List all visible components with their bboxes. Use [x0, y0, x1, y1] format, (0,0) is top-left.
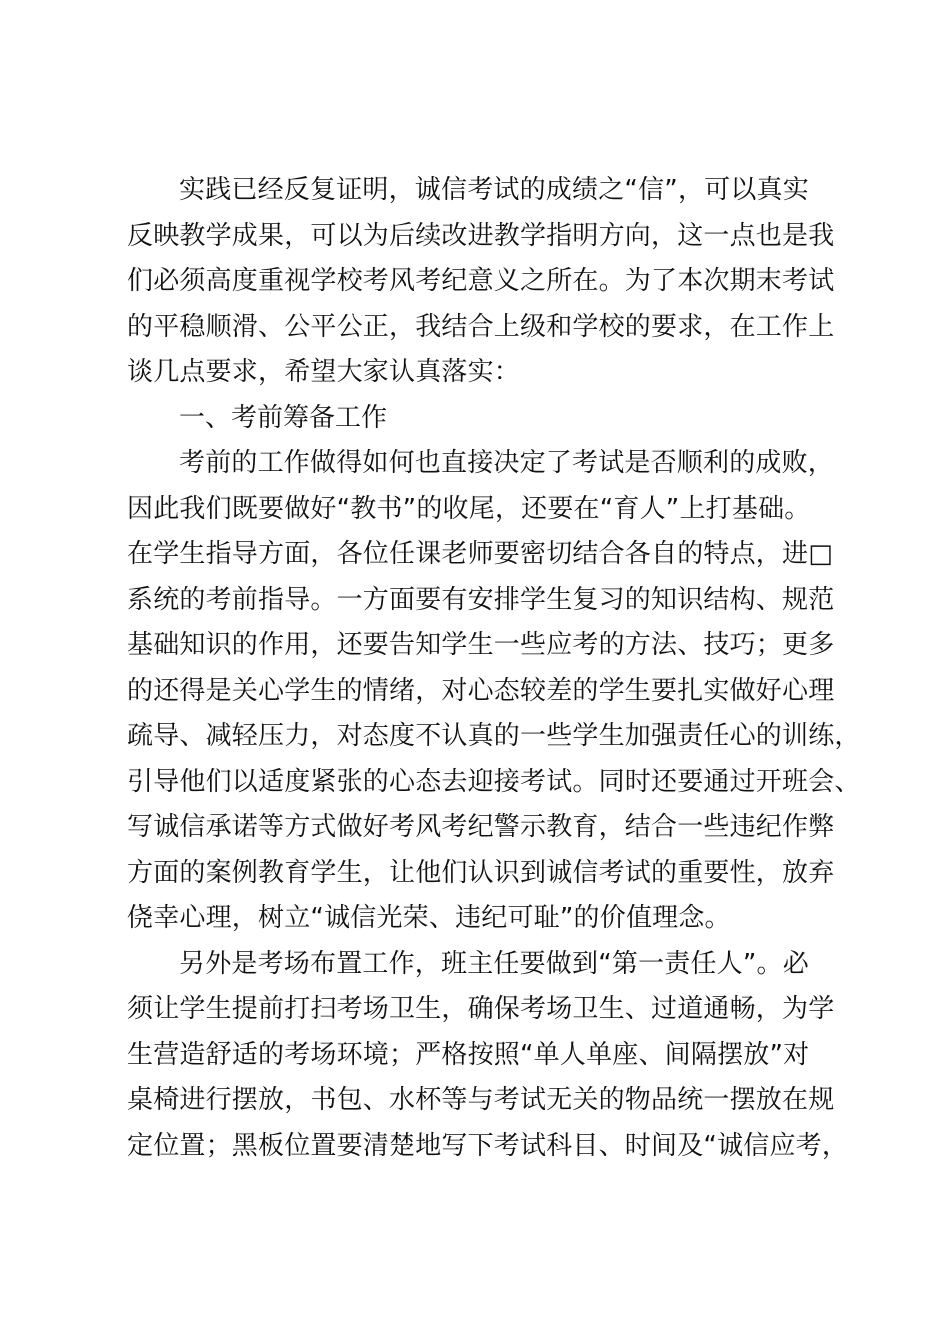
text-line: 反映教学成果，可以为后续改进教学指明方向，这一点也是我: [127, 220, 835, 251]
text-line: 方面的案例教育学生，让他们认识到诚信考试的重要性，放弃: [127, 857, 835, 888]
paragraph-preparation: [127, 441, 861, 942]
document-body: [127, 168, 861, 1169]
text-line: 桌椅进行摆放，书包、水杯等与考试无关的物品统一摆放在规: [127, 1085, 835, 1115]
text-line: 写诚信承诺等方式做好考风考纪警示教育，结合一些违纪作弊: [127, 812, 835, 842]
section-heading: 一、考前筹备工作: [179, 402, 388, 433]
text-line: 的平稳顺滑、公平公正，我结合上级和学校的要求，在工作上: [127, 311, 835, 342]
text-line: 须让学生提前打扫考场卫生，确保考场卫生、过道通畅，为学: [127, 994, 835, 1024]
text-line: 基础知识的作用，还要告知学生一些应考的方法、技巧；更多: [127, 630, 835, 660]
text-line: 引导他们以适度紧张的心态去迎接考试。同时还要通过开班会、: [127, 766, 861, 797]
text-line: 的还得是关心学生的情绪，对心态较差的学生要扎实做好心理: [127, 675, 835, 706]
text-line: 实践已经反复证明，诚信考试的成绩之“信”，可以真实: [179, 175, 809, 205]
text-line: 疏导、减轻压力，对态度不认真的一些学生加强责任心的训练，: [127, 721, 861, 751]
text-line: 们必须高度重视学校考风考纪意义之所在。为了本次期末考试: [127, 266, 835, 296]
text-line: 侥幸心理，树立“诚信光荣、违纪可耻”的价值理念。: [127, 903, 731, 933]
paragraph-intro: [127, 168, 833, 396]
text-line: 系统的考前指导。一方面要有安排学生复习的知识结构、规范: [127, 584, 835, 615]
text-line: 另外是考场布置工作，班主任要做到“第一责任人”。必: [179, 948, 809, 979]
paragraph-exam-room: [127, 942, 849, 1170]
text-line: 谈几点要求，希望大家认真落实：: [127, 357, 521, 387]
text-line: 考前的工作做得如何也直接决定了考试是否顺利的成败，: [179, 448, 835, 478]
text-line: 定位置；黑板位置要清楚地写下考试科目、时间及“诚信应考，: [127, 1130, 849, 1161]
text-line: 在学生指导方面，各位任课老师要密切结合各自的特点，进□: [127, 539, 833, 569]
text-line: 生营造舒适的考场环境；严格按照“单人单座、间隔摆放”对: [127, 1039, 810, 1070]
text-line: 因此我们既要做好“教书”的收尾，还要在“育人”上打基础。: [127, 493, 811, 524]
